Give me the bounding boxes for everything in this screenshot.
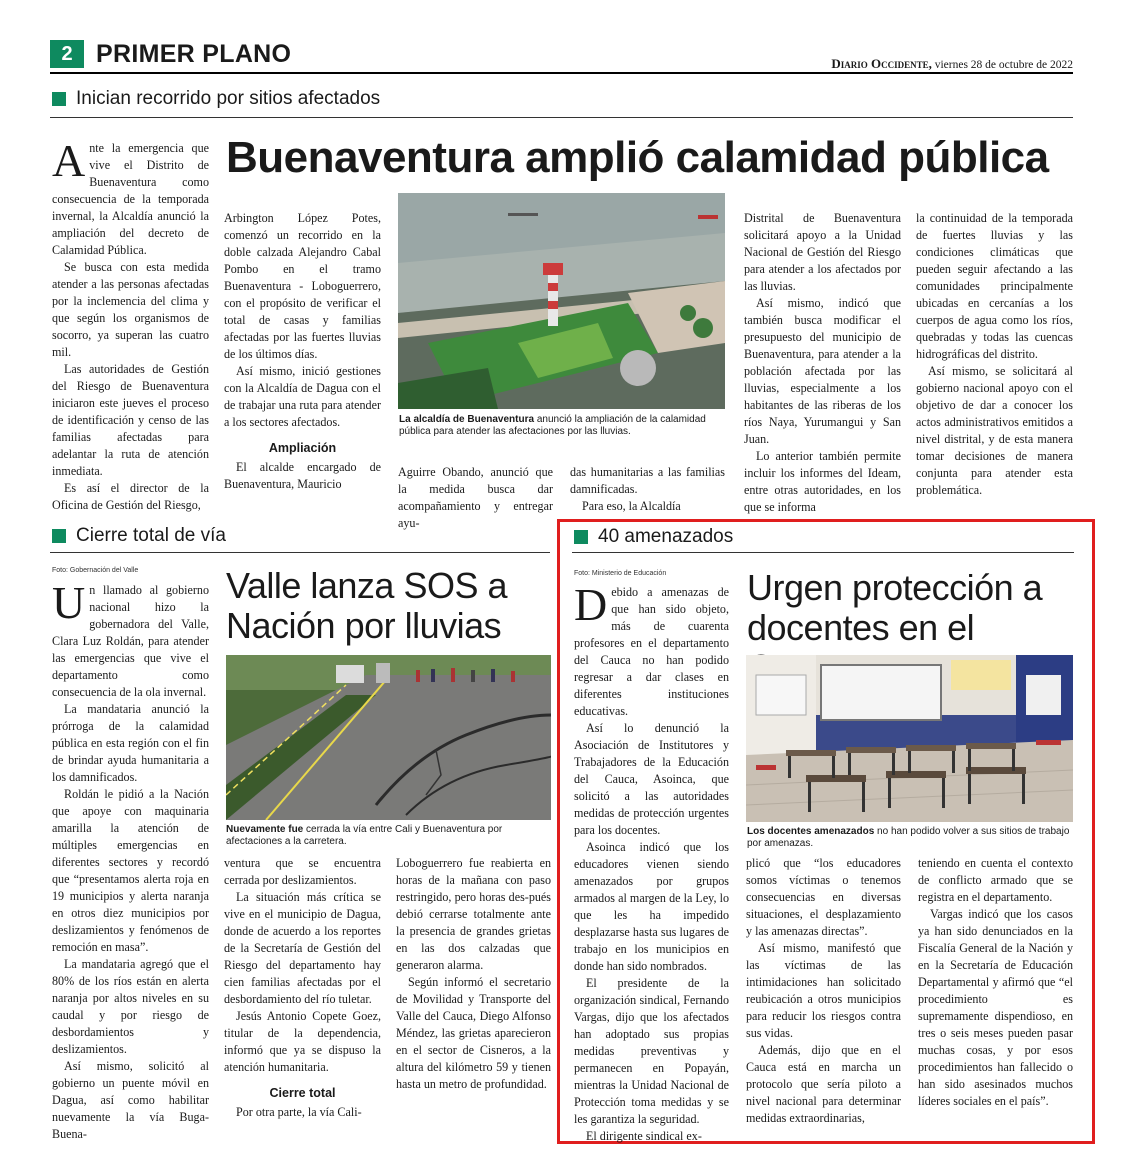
story1-col2 — [224, 210, 381, 493]
green-square-icon — [52, 529, 66, 543]
caption-story2 — [226, 824, 551, 848]
paragraph: El presidente de la organización sindical, Fernando Vargas, dijo que los afectados han adoptado sus propias medidas preventivas y permanecen en Popayán, mientras la Unidad Nacional de Protección toma medidas y se les garantiza la seguridad. — [574, 976, 729, 1126]
story2-col2 — [224, 855, 381, 1121]
story1-col6 — [916, 210, 1073, 499]
story3-col1 — [574, 579, 729, 1145]
paragraph: la continuidad de la temporada de fuertes lluvias y las condiciones climáticas que pueden seguir afectando a las comunidades principalmente ubicadas en cercanías a los cuerpos de agua como los ríos, quebradas y todas las cuencas hidrográficas del distrito. — [916, 211, 1073, 361]
paragraph: El dirigente sindical ex- — [586, 1129, 702, 1143]
paragraph: teniendo en cuenta el contexto de conflicto armado que se registra en el departamento. — [918, 856, 1073, 904]
photo-classroom — [746, 655, 1073, 822]
green-square-icon — [574, 530, 588, 544]
subhead: Ampliación — [268, 441, 337, 455]
story2-col3 — [396, 855, 551, 1093]
kicker-story1 — [52, 88, 380, 110]
story1-col5 — [744, 210, 901, 516]
caption-lead: La alcaldía de Buenaventura — [399, 414, 535, 425]
header-rule — [50, 72, 1073, 74]
classroom-image — [746, 655, 1073, 822]
caption-lead: Nuevamente fue — [226, 824, 304, 835]
photo-credit: Foto: Gobernación del Valle — [52, 567, 139, 574]
paragraph: Según informó el secretario de Movilidad y Transporte del Valle del Cauca, Diego Alfonso Méndez, las grietas aparecieron en el sector de Cisneros, a la altura del kilómetro 59 y tienen hasta un metro de profundidad. — [396, 975, 551, 1091]
paragraph: La situación más crítica se vive en el municipio de Dagua, donde de acuerdo a los reportes de la Secretaría de Gestión del Riesgo del departamento hay cien familias afectadas por el desbordamiento del río tuletar. — [224, 890, 381, 1006]
story1-col3 — [398, 464, 553, 532]
paragraph: El alcalde encargado de Buenaventura, Mauricio — [224, 460, 381, 491]
waterfront-image — [398, 193, 725, 409]
caption-text: no han podido volver a sus sitios de trabajo por amenazas. — [747, 826, 1070, 849]
paragraph: Roldán le pidió a la Nación que apoye con maquinaria amarilla la atención de múltiples emergencias en diferentes sectores y recordó que “presentamos alerta roja en 19 municipios y alerta naranja en otros diez municipios por deslizamientos y fenómenos de remoción en masa”. — [52, 787, 209, 954]
paragraph: Loboguerrero fue reabierta en horas de la mañana con paso restringido, pero horas des-pués debió cerrarse totalmente ante la presencia de grandes grietas en las dos calzadas que generaron alarma. — [396, 856, 551, 972]
kicker-text: 40 amenazados — [598, 526, 734, 547]
story3-col2 — [746, 855, 901, 1127]
paragraph: Por otra parte, la vía Cali- — [236, 1105, 362, 1119]
page-number: 2 — [50, 40, 84, 68]
section-title: PRIMER PLANO — [96, 40, 292, 68]
paragraph: Las autoridades de Gestión del Riesgo de Buenaventura iniciaron este jueves el proceso de identificación y censo de las familias afectadas para adelantar la ruta de atención inmediata. — [52, 362, 209, 478]
paragraph: La mandataria agregó que el 80% de los ríos están en alerta naranja por altos niveles en su caudal y por riesgo de desbordamientos y deslizamientos. — [52, 957, 209, 1056]
paragraph: Asoinca indicó que los educadores vienen siendo amenazados por grupos armados al margen de la Ley, lo que les ha impedido desplazarse hasta sus lugares de trabajo en los municipios en donde han sido nombrados. — [574, 840, 729, 973]
paragraph: ventura que se encuentra cerrada por deslizamientos. — [224, 856, 381, 887]
story3-col3 — [918, 855, 1073, 1110]
paragraph: Así mismo, manifestó que las víctimas de las intimidaciones han solicitado reubicación a otros municipios para reducir los riesgos contra sus vidas. — [746, 941, 901, 1040]
caption-story3 — [747, 826, 1073, 850]
cracked-road-image — [226, 655, 551, 820]
paragraph: Así mismo, se solicitará al gobierno nacional apoyo con el objetivo de dar a conocer los actos administrativos emitidos a nivel distrital, y de esta manera tomar decisiones de manera conjunta para atender esta problemática. — [916, 364, 1073, 497]
caption-lead: Los docentes amenazados — [747, 826, 875, 837]
story1-col4 — [570, 464, 725, 515]
subhead: Cierre total — [269, 1086, 336, 1100]
paragraph: plicó que “los educadores somos víctimas o tenemos consecuencias en diversas situaciones, el desplazamiento y las amenazas directas”. — [746, 856, 901, 938]
masthead — [831, 56, 1073, 72]
paragraph: Para eso, la Alcaldía — [582, 499, 681, 513]
divider — [50, 552, 550, 553]
photo-road — [226, 655, 551, 820]
paragraph-text: n llamado al gobierno nacional hizo la gobernadora del Valle, Clara Luz Roldán, para atender las emergencias que vive el departamento como consecuencia de la ola invernal. — [52, 583, 209, 699]
paper-name: Diario Occidente, — [831, 56, 932, 71]
paragraph: Jesús Antonio Copete Goez, titular de la dependencia, informó que ya se dispuso la atención humanitaria. — [224, 1009, 381, 1074]
dropcap: A — [52, 135, 86, 186]
headline-story2: Valle lanza SOS a Nación por lluvias — [226, 565, 507, 646]
paragraph: Aguirre Obando, anunció que la medida busca dar acompañamiento y entregar ayu- — [398, 465, 553, 530]
kicker-story3 — [574, 526, 733, 548]
photo-buenaventura — [398, 193, 725, 409]
issue-date: viernes 28 de octubre de 2022 — [934, 59, 1073, 71]
photo-credit: Foto: Ministerio de Educación — [574, 570, 667, 577]
paragraph: Así mismo, solicitó al gobierno un puente móvil en Dagua, así como habilitar nuevamente la vía Buga- Buena- — [52, 1059, 209, 1141]
kicker-story2 — [52, 525, 226, 547]
paragraph: Se busca con esta medida atender a las personas afectadas por la inclemencia del clima y que según los organismos de socorro, ya superan las cuatro mil. — [52, 260, 209, 359]
divider — [50, 117, 1073, 118]
headline-story1: Buenaventura amplió calamidad pública — [226, 133, 1049, 182]
paragraph: das humanitarias a las familias damnificadas. — [570, 465, 725, 496]
story2-col1 — [52, 577, 209, 1143]
dropcap: D — [574, 579, 608, 630]
divider — [572, 552, 1074, 553]
paragraph: La mandataria anunció la prórroga de la calamidad pública en esta región con el fin de brindar ayuda humanitaria a los damnificados. — [52, 702, 209, 784]
paragraph: Así mismo, indicó que también busca modificar el presupuesto del municipio de Buenaventura, para atender a la población afectada por las lluvias, especialmente a los habitantes de las riberas de los ríos Naya, Yurumangui y San Juan. — [744, 296, 901, 446]
paragraph: Vargas indicó que los casos ya han sido denunciados en la Fiscalía General de la Nación y en la Secretaría de Educación Departamental y afirmó que “el procedimiento es supremamente dispendioso, en tres o seis meses pueden pasar muchas cosas, y por esos procedimientos han fallecido o han sido asesinados muchos líderes sociales en el país”. — [918, 907, 1073, 1108]
caption-text: cerrada la vía entre Cali y Buenaventura por afectaciones a la carretera. — [226, 824, 503, 847]
paragraph: Además, dijo que en el Cauca está en marcha un protocolo que sería piloto a nivel nacional para determinar medidas extraordinarias, — [746, 1043, 901, 1125]
paragraph-text: ebido a amenazas de que han sido objeto, más de cuarenta profesores en el departamento del Cauca no han podido regresar a dar clases en diferentes instituciones educativas. — [574, 585, 729, 718]
caption-story1 — [399, 414, 725, 438]
paragraph: Es así el director de la Oficina de Gestión del Riesgo, — [52, 481, 209, 512]
paragraph: Lo anterior también permite incluir los informes del Ideam, entre otras autoridades, en los que se informa — [744, 449, 901, 514]
green-square-icon — [52, 92, 66, 106]
paragraph: nte la emergencia que vive el Distrito de Buenaventura como consecuencia de la temporada invernal, la Alcaldía anunció la ampliación del decreto de Calamidad Pública. — [52, 141, 209, 257]
dropcap: U — [52, 577, 86, 628]
story1-col1 — [52, 135, 209, 514]
paragraph: Así lo denunció la Asociación de Institutores y Trabajadores de la Educación del Cauca, Asoinca, que solicitó a las autoridades medidas de protección urgentes para los docentes. — [574, 721, 729, 837]
kicker-text: Inician recorrido por sitios afectados — [76, 88, 381, 109]
paragraph: Así mismo, inició gestiones con la Alcaldía de Dagua con el de trabajar una ruta para atender a los sectores afectados. — [224, 364, 381, 429]
caption-text: anunció la ampliación de la calamidad pública para atender las afectaciones por las lluvias. — [399, 414, 706, 437]
paragraph: Arbington López Potes, comenzó un recorrido en la doble calzada Alejandro Cabal Pombo en el tramo Buenaventura - Loboguerrero, con el propósito de verificar el total de casas y familias afectadas por las fuertes lluvias de los últimos días. — [224, 211, 381, 361]
headline-story3: Urgen protección a docentes en el — [747, 567, 1043, 648]
kicker-text: Cierre total de vía — [76, 525, 226, 546]
paragraph: Distrital de Buenaventura solicitará apoyo a la Unidad Nacional de Gestión del Riesgo para atender a los afectados por las lluvias. — [744, 211, 901, 293]
